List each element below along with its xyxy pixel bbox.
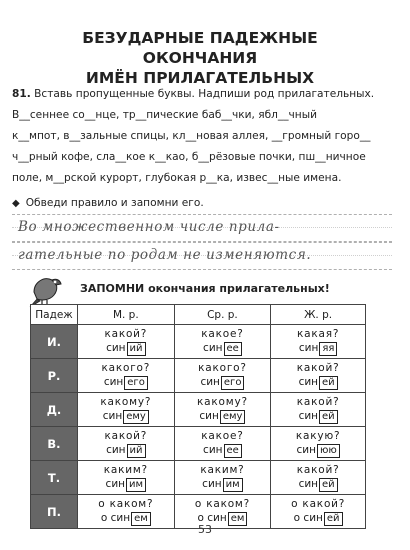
table-row: [31, 359, 366, 393]
word-stem: син: [203, 444, 223, 456]
word-ending-box: им: [223, 478, 243, 492]
example-word: [175, 341, 271, 356]
case-question: какое?: [201, 328, 244, 340]
example-word: [271, 443, 365, 458]
example-word: [175, 477, 271, 492]
example-word: [271, 375, 365, 390]
ending-cell: [174, 461, 271, 495]
case-question: каким?: [200, 464, 245, 476]
case-question: какого?: [198, 362, 247, 374]
word-ending-box: ему: [220, 410, 246, 424]
diamond-icon: ◆: [12, 198, 20, 209]
word-stem: син: [298, 376, 319, 388]
word-ending-box: ей: [319, 478, 338, 492]
endings-table: [30, 304, 366, 529]
ending-cell: [271, 359, 366, 393]
word-ending-box: ему: [123, 410, 149, 424]
table-header-row: [31, 305, 366, 325]
case-question: какой?: [104, 328, 148, 340]
title-line-2: ИМЁН ПРИЛАГАТЕЛЬНЫХ: [85, 69, 315, 87]
case-question: какому?: [197, 396, 248, 408]
column-header: Ср. р.: [174, 305, 271, 325]
example-word: [175, 409, 271, 424]
example-word: [78, 477, 174, 492]
remember-heading: ЗАПОМНИ окончания прилагательных!: [80, 282, 330, 295]
case-question: какой?: [296, 396, 340, 408]
case-label: И.: [31, 325, 78, 359]
table-row: [31, 461, 366, 495]
word-stem: син: [298, 342, 319, 354]
case-question: какую?: [295, 430, 341, 442]
case-question: какая?: [297, 328, 340, 340]
ending-cell: [271, 325, 366, 359]
word-stem: син: [203, 342, 223, 354]
instruction: [12, 193, 392, 214]
case-question: какой?: [296, 464, 340, 476]
copybook-rule: [12, 214, 392, 268]
copybook-text-2: гательные по родам не изменяются.: [18, 247, 312, 263]
title-line-1: БЕЗУДАРНЫЕ ПАДЕЖНЫЕ ОКОНЧАНИЯ: [82, 29, 318, 67]
word-ending-box: яя: [319, 342, 337, 356]
word-ending-box: ей: [319, 376, 338, 390]
example-word: [175, 375, 271, 390]
ending-cell: [174, 427, 271, 461]
exercise-number: 81.: [12, 88, 31, 100]
word-ending-box: ей: [324, 512, 343, 526]
case-label: П.: [31, 495, 78, 529]
word-ending-box: его: [124, 376, 148, 390]
example-word: [78, 341, 174, 356]
ending-cell: [271, 427, 366, 461]
word-ending-box: ее: [224, 342, 242, 356]
ending-cell: [78, 393, 175, 427]
ending-cell: [174, 393, 271, 427]
instruction-text: Обведи правило и запомни его.: [25, 197, 204, 209]
case-question: какой?: [104, 430, 148, 442]
ending-cell: [78, 461, 175, 495]
word-ending-box: ем: [131, 512, 151, 526]
word-stem: о син: [197, 512, 227, 524]
example-word: [78, 409, 174, 424]
word-ending-box: им: [126, 478, 146, 492]
table-row: [31, 393, 366, 427]
ending-cell: [271, 393, 366, 427]
page-number: 53: [198, 523, 212, 536]
example-word: [271, 477, 365, 492]
example-word: [175, 443, 271, 458]
word-stem: син: [296, 444, 316, 456]
word-stem: син: [298, 410, 319, 422]
table-row: [31, 325, 366, 359]
case-label: Р.: [31, 359, 78, 393]
word-ending-box: ем: [228, 512, 248, 526]
exercise-line: ч__рный кофе, сла__кое к__као, б__рёзовые почки, пш__ничное: [12, 151, 366, 163]
exercise-line: поле, м__рской курорт, глубокая р__ка, извес__ные имена.: [12, 172, 342, 184]
exercise-task: Вставь пропущенные буквы. Надпиши род прилагательных.: [34, 88, 375, 100]
exercise-81: [12, 84, 396, 189]
word-ending-box: ее: [224, 444, 242, 458]
example-word: [78, 375, 174, 390]
word-stem: син: [106, 444, 126, 456]
ending-cell: [174, 359, 271, 393]
case-question: какой?: [296, 362, 340, 374]
word-stem: о син: [293, 512, 323, 524]
case-question: о какой?: [291, 498, 346, 510]
column-header: Ж. р.: [271, 305, 366, 325]
case-question: каким?: [103, 464, 148, 476]
word-ending-box: ий: [127, 444, 146, 458]
word-ending-box: его: [221, 376, 245, 390]
page-title: [30, 28, 370, 88]
case-question: какого?: [101, 362, 151, 374]
word-stem: о син: [100, 512, 131, 524]
exercise-line: к__мпот, в__зальные спицы, кл__новая аллея, __громный горо__: [12, 130, 371, 142]
word-stem: син: [200, 376, 220, 388]
word-stem: син: [199, 410, 219, 422]
case-label: В.: [31, 427, 78, 461]
case-question: какое?: [201, 430, 244, 442]
case-label: Д.: [31, 393, 78, 427]
word-stem: син: [298, 478, 319, 490]
exercise-line: В__сеннее со__нце, тр__пические баб__чки, ябл__чный: [12, 109, 317, 121]
word-stem: син: [102, 410, 123, 422]
word-stem: син: [103, 376, 124, 388]
word-ending-box: юю: [317, 444, 340, 458]
word-ending-box: ий: [127, 342, 146, 356]
word-stem: син: [202, 478, 222, 490]
case-question: о каком?: [194, 498, 251, 510]
example-word: [271, 341, 365, 356]
case-question: о каком?: [98, 498, 154, 510]
example-word: [271, 409, 365, 424]
example-word: [78, 443, 174, 458]
ending-cell: [271, 461, 366, 495]
word-stem: син: [105, 478, 126, 490]
word-ending-box: ей: [319, 410, 338, 424]
word-stem: син: [106, 342, 126, 354]
ending-cell: [78, 427, 175, 461]
case-label: Т.: [31, 461, 78, 495]
ending-cell: [78, 359, 175, 393]
ending-cell: [174, 325, 271, 359]
ending-cell: [78, 325, 175, 359]
column-header: М. р.: [78, 305, 175, 325]
column-header: Падеж: [31, 305, 78, 325]
copybook-text-1: Во множественном числе прила-: [18, 219, 280, 235]
table-row: [31, 427, 366, 461]
case-question: какому?: [100, 396, 152, 408]
